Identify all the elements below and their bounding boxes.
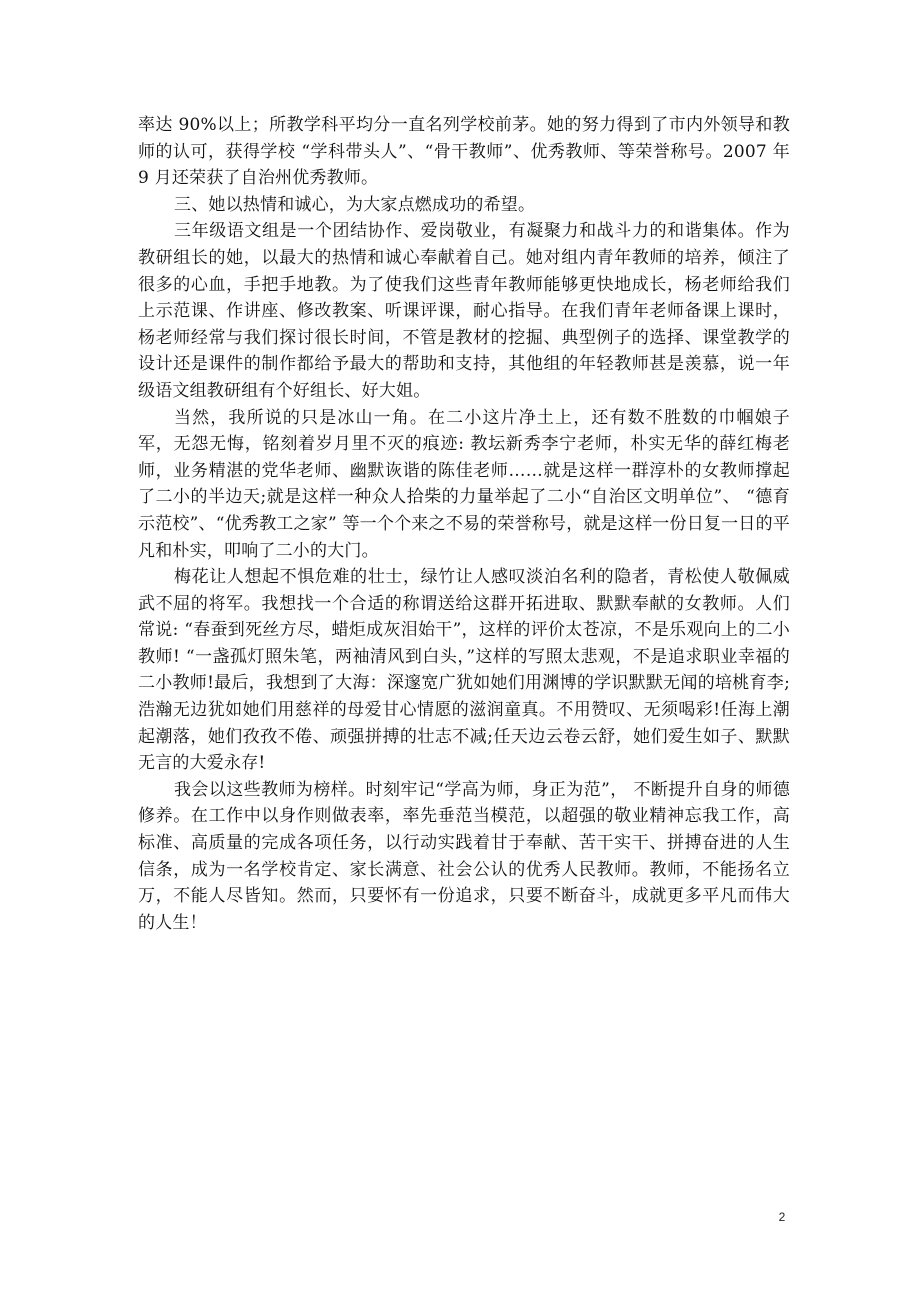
paragraph: 梅花让人想起不惧危难的壮士，绿竹让人感叹淡泊名利的隐者，青松使人敬佩威武不屈的将军。我想找一个合适的称谓送给这群开拓进取、默默奉献的女教师。人们常说: “春蚕到死丝方尽，蜡炬成灰泪始干”，这样的评价太苍凉，不是乐观向上的二小教师! “一盏孤灯照朱笔，两袖清风到白头，”这样的写照太悲观，不是追求职业幸福的二小教师!最后，我想到了大海：深邃宽广犹如她们用渊博的学识默默无闻的培桃育李;浩瀚无边犹如她们用慈祥的母爱甘心情愿的滋润童真。不用赞叹、无须喝彩!任海上潮起潮落，她们孜孜不倦、顽强拼搏的壮志不减;任天边云卷云舒，她们爱生如子、默默无言的大爱永存! — [138, 567, 790, 774]
page-number: 2 — [778, 1210, 786, 1224]
paragraph: 我会以这些教师为榜样。时刻牢记“学高为师，身正为范”， 不断提升自身的师德修养。在工作中以身作则做表率，率先垂范当模范，以超强的敬业精神忘我工作，高标准、高质量的完成各项任务，以行动实践着甘于奉献、苦干实干、拼搏奋进的人生信条，成为一名学校肯定、家长满意、社会公认的优秀人民教师。教师，不能扬名立万，不能人尽皆知。然而，只要怀有一份追求，只要不断奋斗，成就更多平凡而伟大的人生！ — [138, 779, 790, 933]
paragraph: 三年级语文组是一个团结协作、爱岗敬业，有凝聚力和战斗力的和谐集体。作为教研组长的她，以最大的热情和诚心奉献着自己。她对组内青年教师的培养，倾注了很多的心血，手把手地教。为了使我们这些青年教师能够更快地成长，杨老师给我们上示范课、作讲座、修改教案、听课评课，耐心指导。在我们青年老师备课上课时，杨老师经常与我们探讨很长时间，不管是教材的挖掘、典型例子的选择、课堂教学的设计还是课件的制作都给予最大的帮助和支持，其他组的年轻教师甚是羡慕，说一年级语文组教研组有个好组长、好大姐。 — [138, 221, 790, 401]
paragraph: 当然，我所说的只是冰山一角。在二小这片净土上，还有数不胜数的巾帼娘子军，无怨无悔，铭刻着岁月里不灭的痕迹: 教坛新秀李宁老师，朴实无华的薛红梅老师，业务精湛的党华老师、幽默诙谐的陈佳老师……就是这样一群淳朴的女教师撑起了二小的半边天;就是这样一种众人拾柴的力量举起了二小“自治区文明单位”、 “德育示范校”、“优秀教工之家” 等一个个来之不易的荣誉称号，就是这样一份日复一日的平凡和朴实，叩响了二小的大门。 — [138, 407, 790, 561]
document-body — [138, 112, 790, 936]
section-heading-paragraph: 三、她以热情和诚心，为大家点燃成功的希望。 — [174, 194, 536, 215]
paragraph: 率达 90%以上；所教学科平均分一直名列学校前茅。她的努力得到了市内外领导和教师的认可，获得学校 “学科带头人”、“骨干教师”、优秀教师、等荣誉称号。2007 年 9 月还荣获了自治州优秀教师。 — [138, 115, 790, 189]
